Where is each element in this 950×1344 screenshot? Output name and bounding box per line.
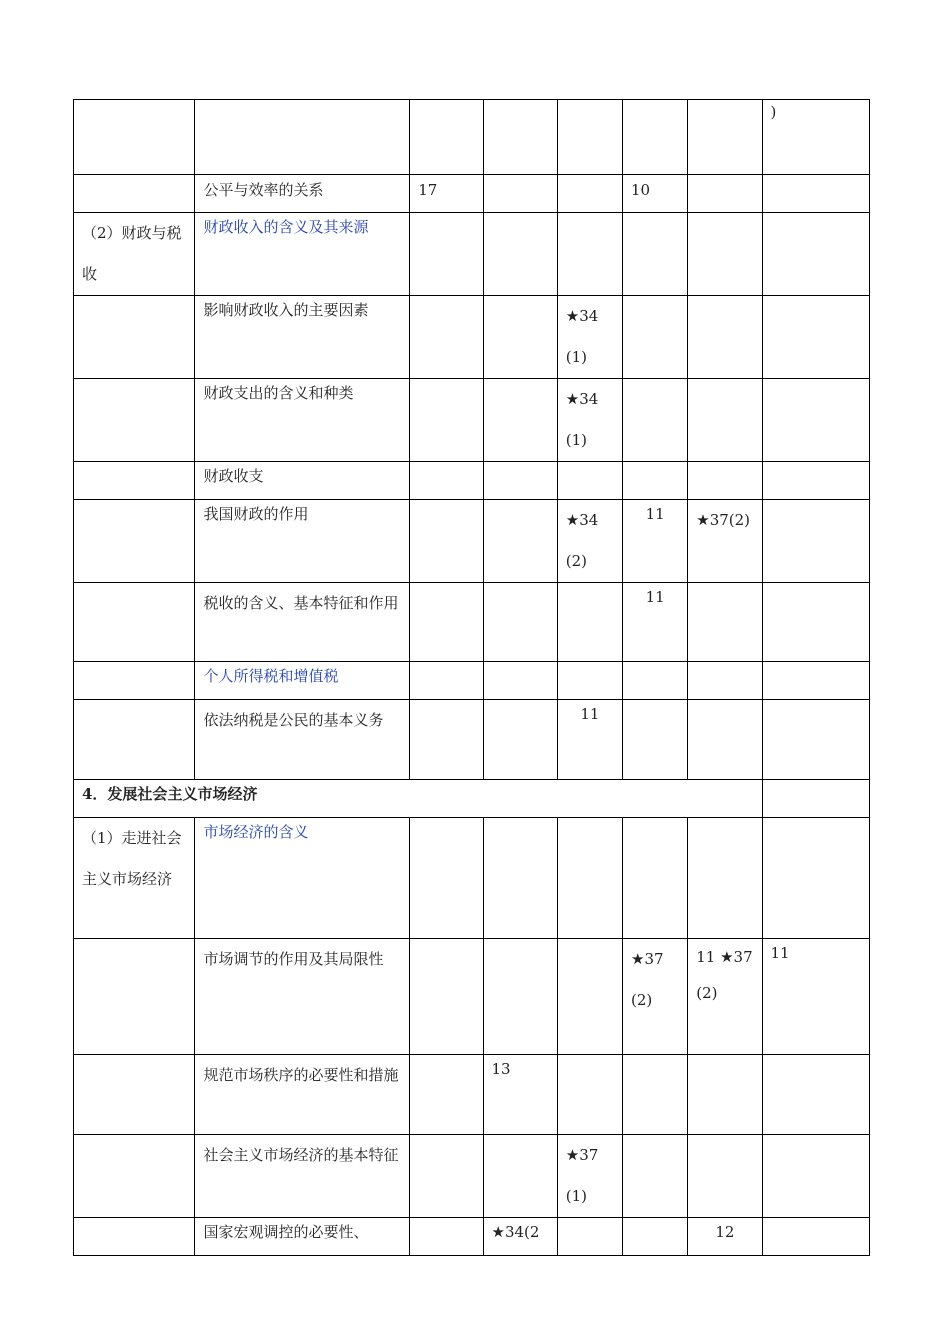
table-cell — [688, 662, 762, 700]
table-cell: ★34(1) — [557, 296, 622, 379]
table-cell — [557, 100, 622, 175]
table-cell — [557, 175, 622, 213]
table-cell — [74, 500, 195, 583]
table-row — [74, 939, 870, 1055]
table-row — [74, 700, 870, 780]
table-cell — [557, 213, 622, 296]
table-cell — [410, 662, 483, 700]
table-cell — [762, 700, 869, 780]
table-cell — [762, 500, 869, 583]
table-cell — [557, 818, 622, 939]
table-row — [74, 583, 870, 662]
topic-cell: 税收的含义、基本特征和作用 — [195, 583, 410, 662]
table-cell — [483, 1135, 557, 1218]
topic-cell: 个人所得税和增值税 — [195, 662, 410, 700]
table-cell — [688, 175, 762, 213]
table-cell — [410, 700, 483, 780]
table-cell — [688, 462, 762, 500]
table-row — [74, 662, 870, 700]
table-cell — [410, 100, 483, 175]
table-cell — [74, 700, 195, 780]
table-cell — [74, 662, 195, 700]
table-row — [74, 500, 870, 583]
table-cell — [74, 1135, 195, 1218]
table-cell — [74, 939, 195, 1055]
table-cell — [483, 213, 557, 296]
topic-cell: 国家宏观调控的必要性、 — [195, 1218, 410, 1256]
topic-cell: 我国财政的作用 — [195, 500, 410, 583]
table-row — [74, 1218, 870, 1256]
subsection-cell: （2）财政与税收 — [74, 213, 195, 296]
table-row — [74, 100, 870, 175]
table-cell — [762, 213, 869, 296]
table-cell — [410, 379, 483, 462]
table-cell — [688, 583, 762, 662]
table-cell — [74, 296, 195, 379]
table-cell — [688, 379, 762, 462]
table-cell — [762, 1055, 869, 1135]
table-cell: ★37(2) — [688, 500, 762, 583]
table-cell — [410, 818, 483, 939]
table-cell — [623, 1055, 688, 1135]
table-cell: ★34(1) — [557, 379, 622, 462]
table-cell — [483, 939, 557, 1055]
topic-cell: 依法纳税是公民的基本义务 — [195, 700, 410, 780]
table-row — [74, 462, 870, 500]
table-cell — [483, 500, 557, 583]
topic-cell: 财政支出的含义和种类 — [195, 379, 410, 462]
table-cell — [410, 213, 483, 296]
table-cell — [762, 1135, 869, 1218]
table-cell — [688, 1055, 762, 1135]
table-row — [74, 818, 870, 939]
table-cell — [74, 462, 195, 500]
table-cell: 11 ★37(2) — [688, 939, 762, 1055]
table-cell — [688, 700, 762, 780]
table-cell — [762, 583, 869, 662]
table-cell: ★34(2) — [557, 500, 622, 583]
table-cell: 11 — [557, 700, 622, 780]
table-row — [74, 1135, 870, 1218]
table-cell — [557, 462, 622, 500]
table-cell — [410, 500, 483, 583]
topic-cell: 市场经济的含义 — [195, 818, 410, 939]
table-cell — [623, 213, 688, 296]
table-cell — [688, 1135, 762, 1218]
table-cell — [74, 583, 195, 662]
table-cell: ★34(2 — [483, 1218, 557, 1256]
table-cell — [74, 175, 195, 213]
table-cell — [623, 100, 688, 175]
table-cell — [74, 1218, 195, 1256]
topic-cell: 财政收入的含义及其来源 — [195, 213, 410, 296]
table-cell — [483, 700, 557, 780]
section-heading: 4．发展社会主义市场经济 — [74, 780, 763, 818]
table-cell — [762, 379, 869, 462]
table-cell — [74, 1055, 195, 1135]
table-cell — [557, 583, 622, 662]
table-cell: 12 — [688, 1218, 762, 1256]
table-cell — [762, 1218, 869, 1256]
table-row — [74, 379, 870, 462]
table-cell — [410, 1135, 483, 1218]
topic-cell: 市场调节的作用及其局限性 — [195, 939, 410, 1055]
table-cell — [410, 1055, 483, 1135]
table-cell — [74, 379, 195, 462]
table-cell — [762, 780, 869, 818]
table-cell — [410, 939, 483, 1055]
table-cell — [762, 462, 869, 500]
table-cell — [557, 1055, 622, 1135]
table-cell — [483, 662, 557, 700]
topic-cell: 影响财政收入的主要因素 — [195, 296, 410, 379]
table-cell — [762, 662, 869, 700]
table-cell — [483, 379, 557, 462]
table-row — [74, 213, 870, 296]
table-cell — [623, 1135, 688, 1218]
table-cell — [623, 662, 688, 700]
table-cell: ) — [762, 100, 869, 175]
table-cell — [623, 700, 688, 780]
table-cell — [483, 296, 557, 379]
table-cell — [688, 100, 762, 175]
exam-topic-table — [73, 99, 870, 1256]
section-row — [74, 780, 870, 818]
table-cell: ★37(2) — [623, 939, 688, 1055]
table-cell — [623, 1218, 688, 1256]
table-cell — [74, 100, 195, 175]
topic-cell: 社会主义市场经济的基本特征 — [195, 1135, 410, 1218]
table-cell: 13 — [483, 1055, 557, 1135]
table-cell — [410, 296, 483, 379]
subsection-cell: （1）走进社会主义市场经济 — [74, 818, 195, 939]
table-cell: 17 — [410, 175, 483, 213]
table-cell — [762, 296, 869, 379]
table-cell — [688, 818, 762, 939]
table-cell — [623, 379, 688, 462]
table-cell — [623, 462, 688, 500]
table-cell — [688, 213, 762, 296]
table-cell: 11 — [762, 939, 869, 1055]
table-cell — [483, 100, 557, 175]
table-cell — [483, 175, 557, 213]
table-cell — [688, 296, 762, 379]
table-cell — [410, 1218, 483, 1256]
table-cell — [557, 1218, 622, 1256]
table-row — [74, 1055, 870, 1135]
topic-cell: 规范市场秩序的必要性和措施 — [195, 1055, 410, 1135]
table-cell — [762, 818, 869, 939]
table-cell: 10 — [623, 175, 688, 213]
table-cell — [410, 583, 483, 662]
table-cell — [483, 818, 557, 939]
table-cell — [557, 939, 622, 1055]
table-cell — [623, 818, 688, 939]
table-cell — [557, 662, 622, 700]
table-cell: 11 — [623, 500, 688, 583]
table-cell: 11 — [623, 583, 688, 662]
table-cell — [483, 583, 557, 662]
table-cell — [762, 175, 869, 213]
topic-cell: 公平与效率的关系 — [195, 175, 410, 213]
table-row — [74, 175, 870, 213]
table-cell — [410, 462, 483, 500]
table-cell: ★37(1) — [557, 1135, 622, 1218]
table-cell — [483, 462, 557, 500]
table-cell — [623, 296, 688, 379]
table-row — [74, 296, 870, 379]
table-cell — [195, 100, 410, 175]
topic-cell: 财政收支 — [195, 462, 410, 500]
